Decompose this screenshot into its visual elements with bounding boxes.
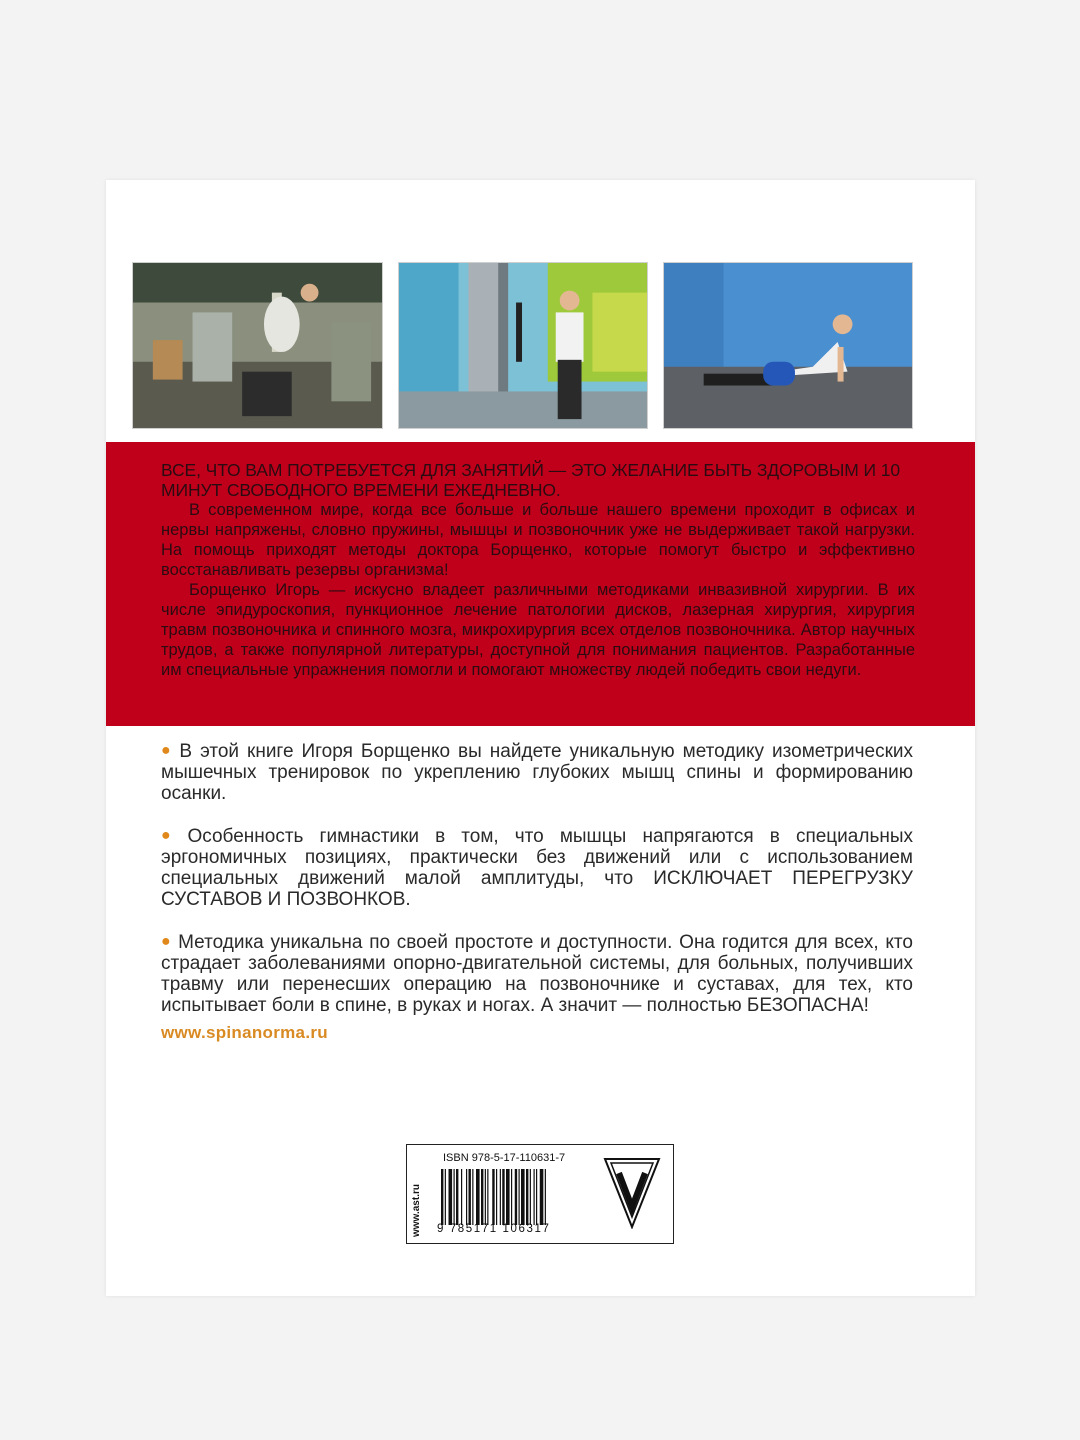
cable-machine-photo [398,262,648,429]
foam-roller-photo [663,262,913,429]
list-item [161,825,913,910]
publisher-logo-icon [603,1157,661,1229]
barcode-icon [441,1169,587,1225]
isbn-label: ISBN 978-5-17-110631-7 [443,1152,566,1164]
bullet-icon: ● [161,827,182,844]
isbn-barcode-box [406,1144,674,1244]
band-paragraph-intro: В современном мире, когда все больше и больше нашего времени проходит в офисах и нервы напряжены, словно пружины, мышцы и позвоночник уже не выдерживает такой нагрузки. На помощь приходят методы доктора Борщенко, которые помогут быстро и эффективно восстанавливать резервы организма! [161,501,915,579]
gym-exercise-bike-photo [132,262,383,429]
list-item-text: Особенность гимнастики в том, что мышцы напрягаются в специальных эргономичных позициях, практически без движений или с использованием специальных движений малой амплитуды, что ИСКЛЮЧАЕТ ПЕРЕГРУЗКУ СУСТАВОВ И ПОЗВОНКОВ. [161,826,913,910]
list-item-text: Методика уникальна по своей простоте и доступности. Она годится для всех, кто страдает заболеваниями опорно-двигательной системы, для больных, получивших травму или перенесших операцию на позвоночнике и суставах, для тех, кто испытывает боли в спине, в руках и ногах. А значит — полностью БЕЗОПАСНА! [161,932,913,1016]
bullet-icon: ● [161,742,174,759]
list-item [161,740,913,804]
list-item-text: В этой книге Игоря Борщенко вы найдете уникальную методику изометрических мышечных тренировок по укреплению глубоких мышц спины и формированию осанки. [161,741,913,804]
band-paragraph-author: Борщенко Игорь — искусно владеет различными методиками инвазивной хирургии. В их числе эпидуроскопия, пункционное лечение патологии дисков, лазерная хирургия, хирургия травм позвоночника и спинного мозга, микрохирургия всех отделов позвоночника. Автор научных трудов, а также популярной литературы, доступной для понимания пациентов. Разработанные им специальные упражнения помогли и помогают множеству людей победить свои недуги. [161,581,915,679]
band-headline: ВСЕ, ЧТО ВАМ ПОТРЕБУЕТСЯ ДЛЯ ЗАНЯТИЙ — ЭТО ЖЕЛАНИЕ БЫТЬ ЗДОРОВЫМ И 10 МИНУТ СВОБОДНОГО ВРЕМЕНИ ЕЖЕДНЕВНО. [161,460,900,500]
publisher-url: www.ast.ru [411,1184,422,1237]
list-item [161,931,913,1016]
website-link[interactable]: www.spinanorma.ru [161,1023,328,1042]
ean-number: 9 785171 106317 [437,1223,551,1235]
description-band [106,442,975,726]
bullet-icon: ● [161,933,173,950]
book-back-cover [106,180,975,1296]
feature-list [161,740,913,1037]
